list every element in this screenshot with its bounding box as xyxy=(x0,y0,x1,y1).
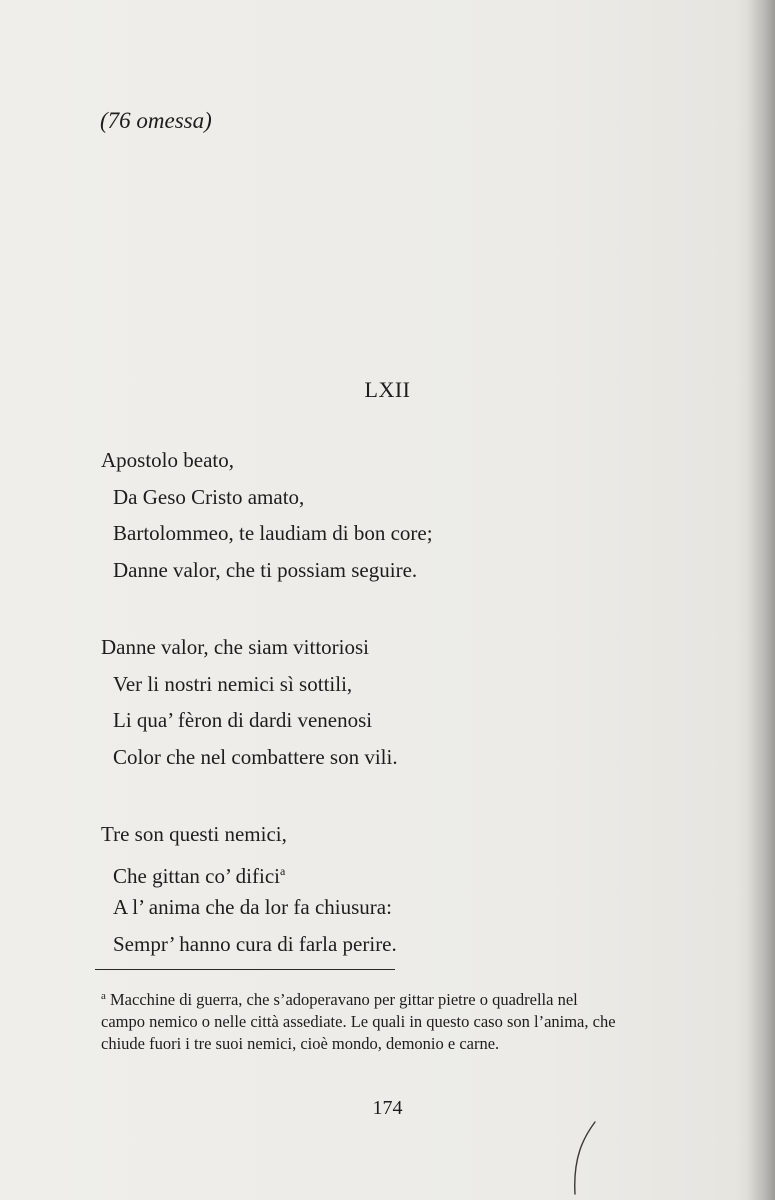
verse-line: Apostolo beato, xyxy=(101,448,234,472)
omitted-poem-note: (76 omessa) xyxy=(100,108,212,133)
footnote-separator-rule xyxy=(95,969,395,970)
footnote-line: campo nemico o nelle città assediate. Le quali in questo caso son l’anima, che xyxy=(101,1012,616,1031)
verse-line: Sempr’ hanno cura di farla perire. xyxy=(113,931,397,956)
footnote-line xyxy=(101,985,746,1011)
footnote-line: chiude fuori i tre suoi nemici, cioè mondo, demonio e carne. xyxy=(101,1034,500,1053)
verse-text: Che gittan co’ difici xyxy=(113,863,280,888)
footnote-text xyxy=(101,985,746,1055)
verse-line: Ver li nostri nemici sì sottili, xyxy=(113,671,353,696)
verse-line: A l’ anima che da lor fa chiusura: xyxy=(113,895,392,919)
stanza-1 xyxy=(101,446,433,592)
footnote-marker: a xyxy=(101,990,106,1002)
verse-line: Li qua’ fèron di dardi venenosi xyxy=(113,708,373,732)
verse-line: Da Geso Cristo amato, xyxy=(113,484,305,509)
stanza-2 xyxy=(101,633,398,779)
verse-line-with-footnote xyxy=(101,857,397,894)
footnote-reference-marker: a xyxy=(279,863,286,878)
verse-line: Bartolommeo, te laudiam di bon core; xyxy=(113,521,433,545)
verse-line: Tre son questi nemici, xyxy=(101,822,287,846)
pencil-mark-drawing xyxy=(565,1118,605,1198)
page-edge-shadow xyxy=(747,0,775,1200)
stanza-3 xyxy=(101,820,397,966)
verse-line: Danne valor, che siam vittoriosi xyxy=(101,635,370,659)
poem-number-heading: LXII xyxy=(364,377,411,402)
page-number: 174 xyxy=(372,1097,403,1119)
footnote-line-text: Macchine di guerra, che s’adoperavano per gittar pietre o quadrella nel xyxy=(105,990,578,1009)
verse-line: Color che nel combattere son vili. xyxy=(113,744,398,769)
verse-line: Danne valor, che ti possiam seguire. xyxy=(113,557,418,582)
